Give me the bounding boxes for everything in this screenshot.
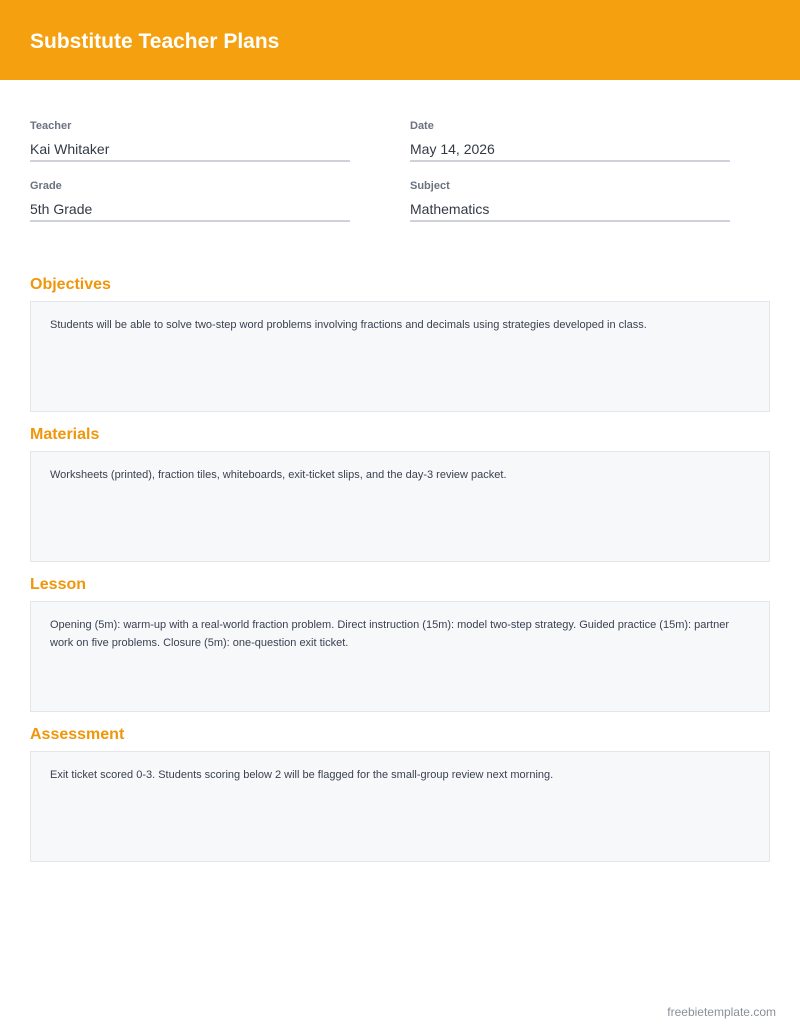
lesson-heading: Lesson bbox=[30, 576, 87, 593]
teacher-field[interactable] bbox=[30, 119, 350, 162]
objectives-heading: Objectives bbox=[30, 276, 111, 293]
assessment-heading: Assessment bbox=[30, 726, 125, 743]
date-field[interactable] bbox=[410, 119, 730, 162]
materials-heading: Materials bbox=[30, 426, 100, 443]
lesson-text: Opening (5m): warm-up with a real-world fraction problem. Direct instruction (15m): model two-step strategy. Guided practice (15m): partner work on five problems. Closure (5m): one-question exit ticket. bbox=[50, 619, 729, 649]
teacher-label: Teacher bbox=[30, 120, 72, 132]
objectives-box[interactable] bbox=[30, 301, 770, 412]
grade-label: Grade bbox=[30, 180, 62, 192]
grade-field[interactable] bbox=[30, 179, 350, 222]
page-header bbox=[0, 0, 800, 80]
lesson-box[interactable] bbox=[30, 601, 770, 712]
grade-value: 5th Grade bbox=[30, 201, 93, 217]
date-value: May 14, 2026 bbox=[410, 141, 495, 157]
subject-field[interactable] bbox=[410, 179, 730, 222]
teacher-value: Kai Whitaker bbox=[30, 141, 110, 157]
date-label: Date bbox=[410, 120, 434, 132]
footer-credit: freebietemplate.com bbox=[667, 1005, 776, 1019]
page-title: Substitute Teacher Plans bbox=[30, 30, 280, 53]
objectives-text: Students will be able to solve two-step word problems involving fractions and decimals using strategies developed in class. bbox=[50, 319, 647, 331]
materials-text: Worksheets (printed), fraction tiles, whiteboards, exit-ticket slips, and the day-3 review packet. bbox=[50, 469, 507, 481]
subject-label: Subject bbox=[410, 180, 450, 192]
assessment-text: Exit ticket scored 0-3. Students scoring below 2 will be flagged for the small-group review next morning. bbox=[50, 769, 554, 781]
materials-box[interactable] bbox=[30, 451, 770, 562]
assessment-box[interactable] bbox=[30, 751, 770, 862]
subject-value: Mathematics bbox=[410, 201, 490, 217]
